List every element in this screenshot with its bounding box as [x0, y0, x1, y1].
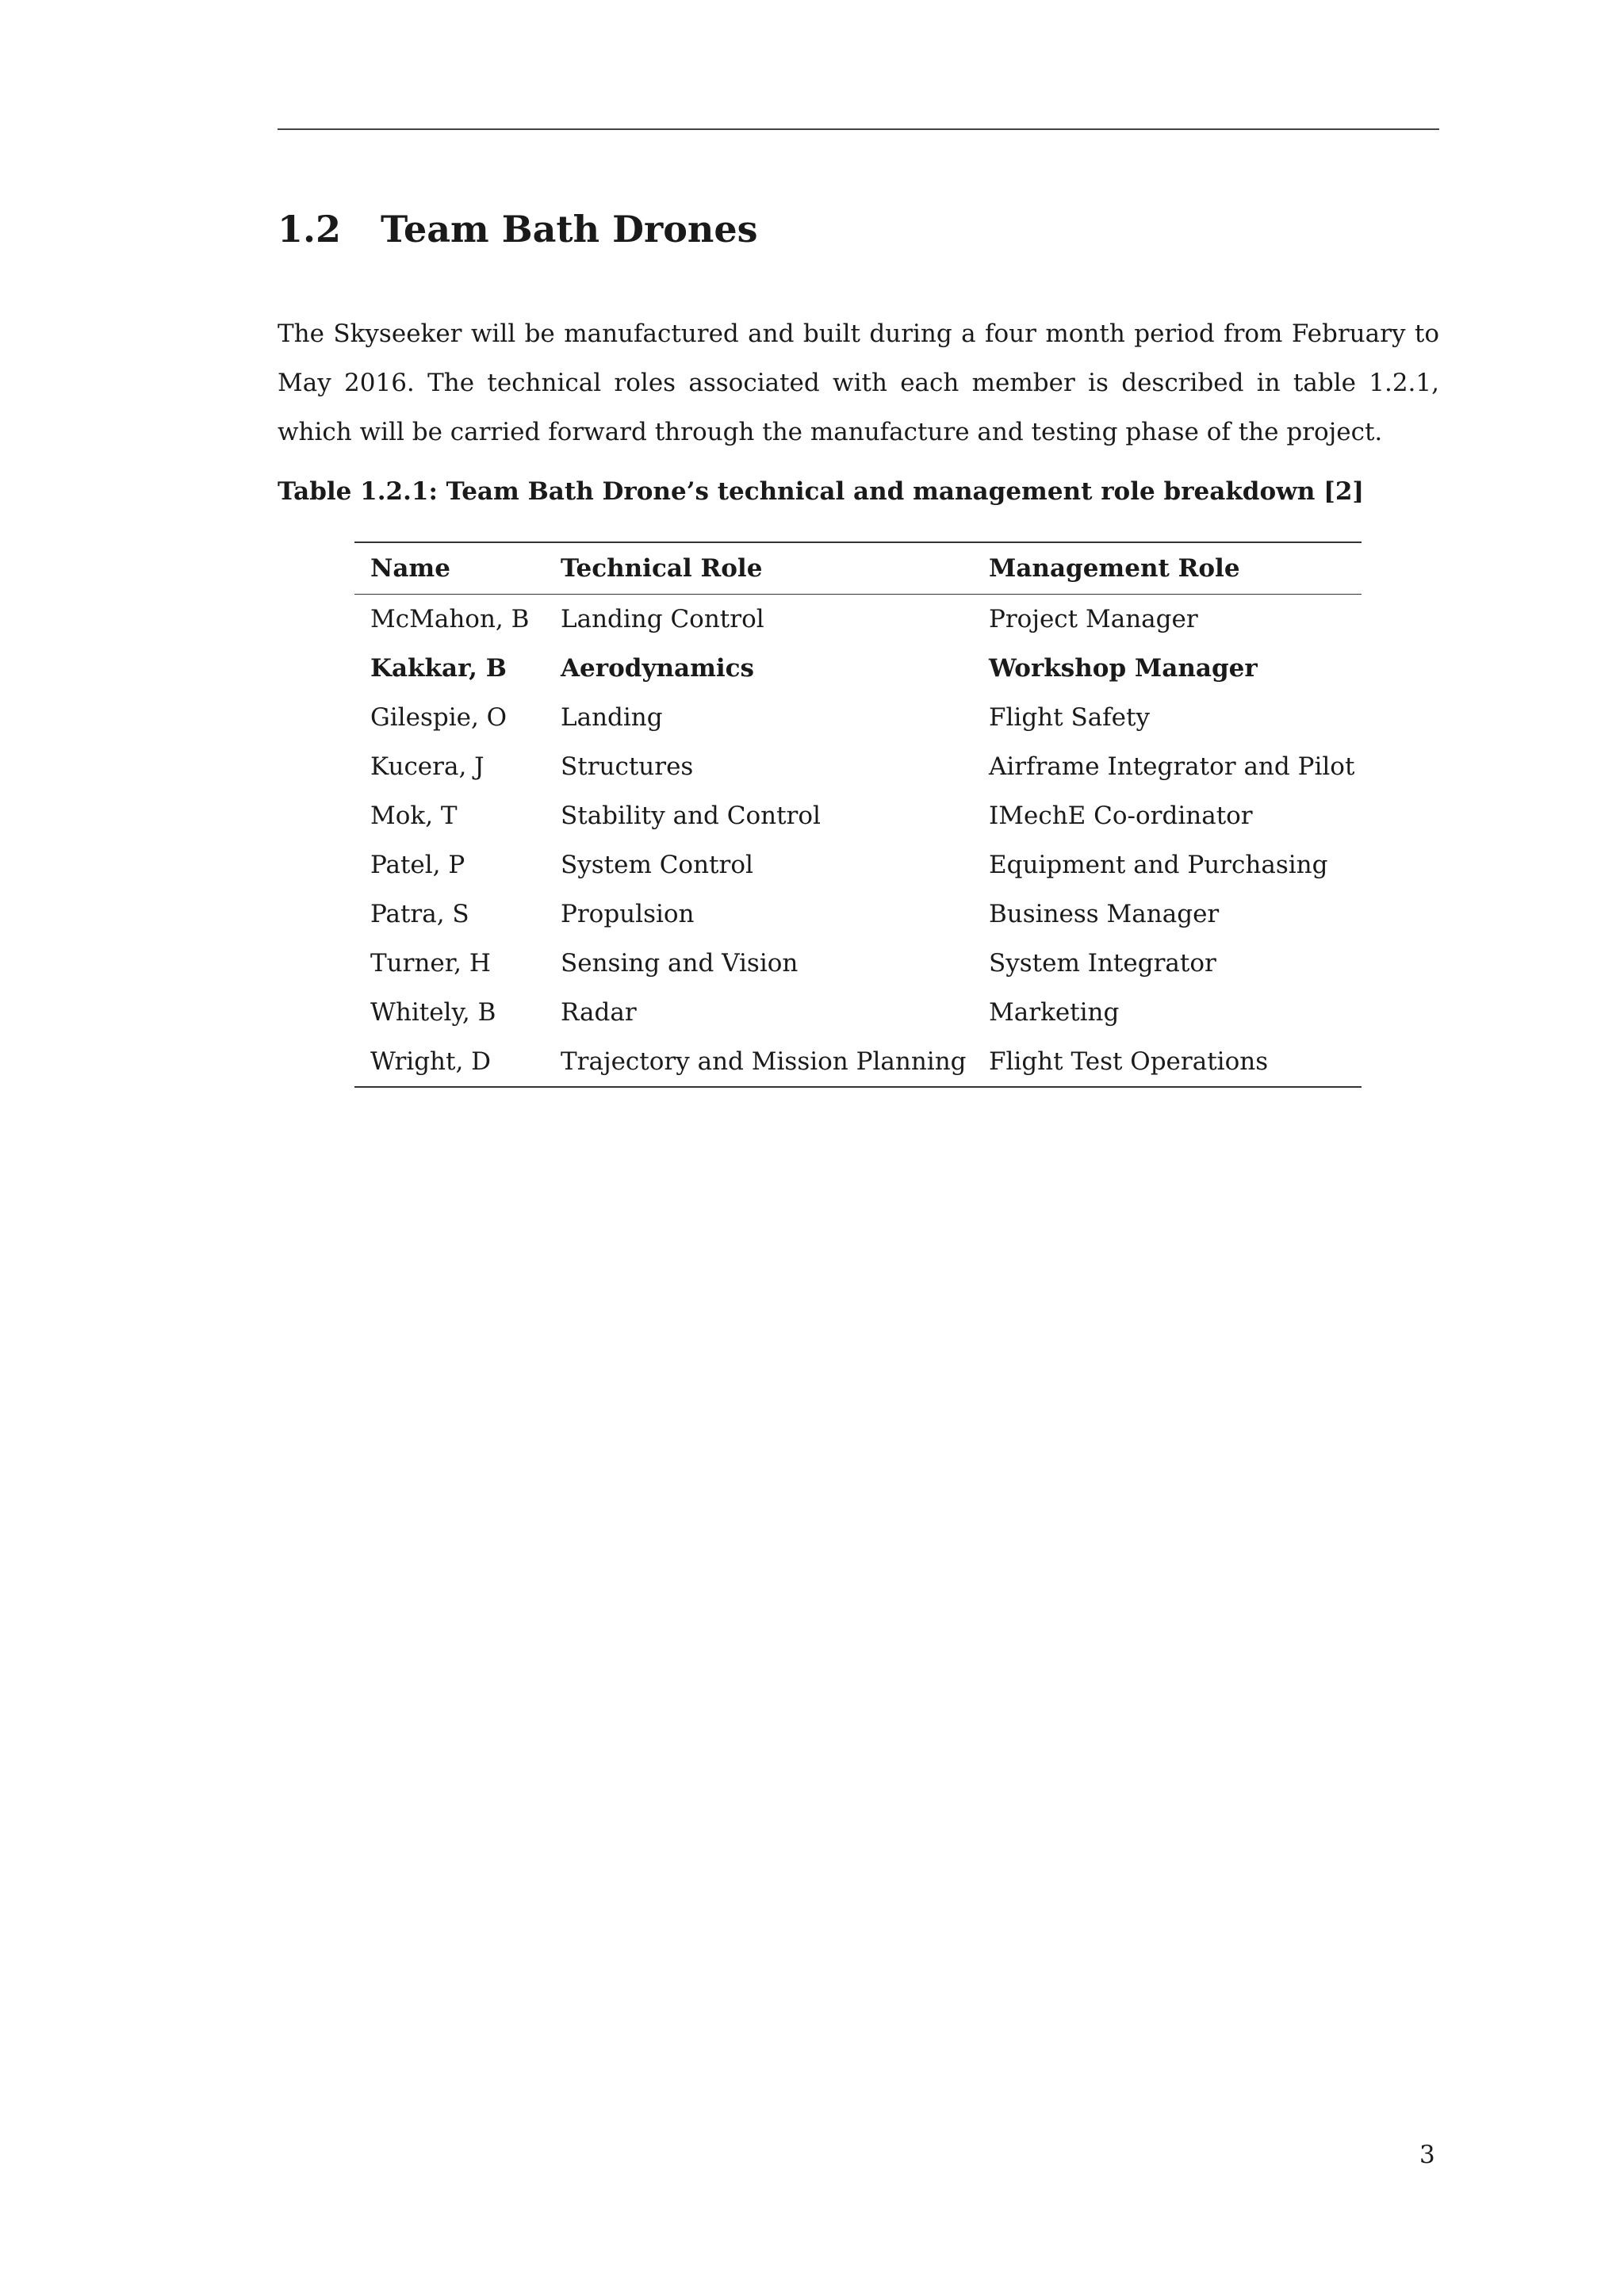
- header-rule: [278, 128, 1439, 130]
- cell-technical-role: Sensing and Vision: [561, 949, 799, 978]
- table-row: [354, 890, 1362, 939]
- cell-name: Whitely, B: [370, 998, 496, 1027]
- section-number: 1.2: [278, 208, 342, 251]
- cell-management-role: Business Manager: [989, 900, 1220, 928]
- table-row: [354, 595, 1362, 645]
- cell-name: Kakkar, B: [370, 654, 507, 683]
- section-title: Team Bath Drones: [381, 208, 758, 251]
- cell-name: McMahon, B: [370, 605, 530, 633]
- cell-management-role: Flight Test Operations: [989, 1047, 1269, 1076]
- cell-name: Wright, D: [370, 1047, 492, 1076]
- table-row: [354, 939, 1362, 988]
- table-caption: Table 1.2.1: Team Bath Drone’s technical and management role breakdown [2]: [278, 477, 1365, 506]
- role-table-container: [354, 541, 1362, 1088]
- cell-name: Patra, S: [370, 900, 469, 928]
- table-row: [354, 988, 1362, 1037]
- cell-name: Gilespie, O: [370, 703, 508, 732]
- cell-management-role: Equipment and Purchasing: [989, 851, 1328, 879]
- cell-technical-role: Landing: [561, 703, 663, 732]
- header-management-role: Management Role: [989, 554, 1240, 583]
- role-table: [354, 541, 1362, 1088]
- cell-technical-role: Stability and Control: [561, 802, 821, 830]
- cell-management-role: Airframe Integrator and Pilot: [989, 752, 1355, 781]
- cell-management-role: Marketing: [989, 998, 1120, 1027]
- cell-management-role: System Integrator: [989, 949, 1216, 978]
- cell-technical-role: Landing Control: [561, 605, 764, 633]
- table-row: [354, 791, 1362, 840]
- cell-name: Mok, T: [370, 802, 458, 830]
- cell-name: Patel, P: [370, 851, 465, 879]
- cell-management-role: Project Manager: [989, 605, 1198, 633]
- table-row: [354, 644, 1362, 693]
- cell-management-role: Workshop Manager: [989, 654, 1258, 683]
- section-heading: [278, 208, 758, 251]
- table-row: [354, 1037, 1362, 1087]
- table-row: [354, 742, 1362, 791]
- header-technical-role: Technical Role: [561, 554, 763, 583]
- page-number: 3: [1419, 2141, 1435, 2169]
- header-name: Name: [370, 554, 450, 583]
- cell-technical-role: Radar: [561, 998, 637, 1027]
- cell-technical-role: Propulsion: [561, 900, 695, 928]
- cell-name: Kucera, J: [370, 752, 485, 781]
- cell-technical-role: Aerodynamics: [561, 654, 755, 683]
- cell-management-role: IMechE Co-ordinator: [989, 802, 1253, 830]
- table-row: [354, 693, 1362, 742]
- body-paragraph: The Skyseeker will be manufactured and built during a four month period from February to May 2016. The technical roles associated with each member is described in table 1.2.1, which will be carried forward through the manufacture and testing phase of the project.: [278, 320, 1439, 446]
- table-header-row: [354, 542, 1362, 595]
- cell-technical-role: Trajectory and Mission Planning: [561, 1047, 967, 1076]
- cell-technical-role: System Control: [561, 851, 753, 879]
- cell-name: Turner, H: [370, 949, 491, 978]
- cell-management-role: Flight Safety: [989, 703, 1150, 732]
- cell-technical-role: Structures: [561, 752, 694, 781]
- table-row: [354, 840, 1362, 890]
